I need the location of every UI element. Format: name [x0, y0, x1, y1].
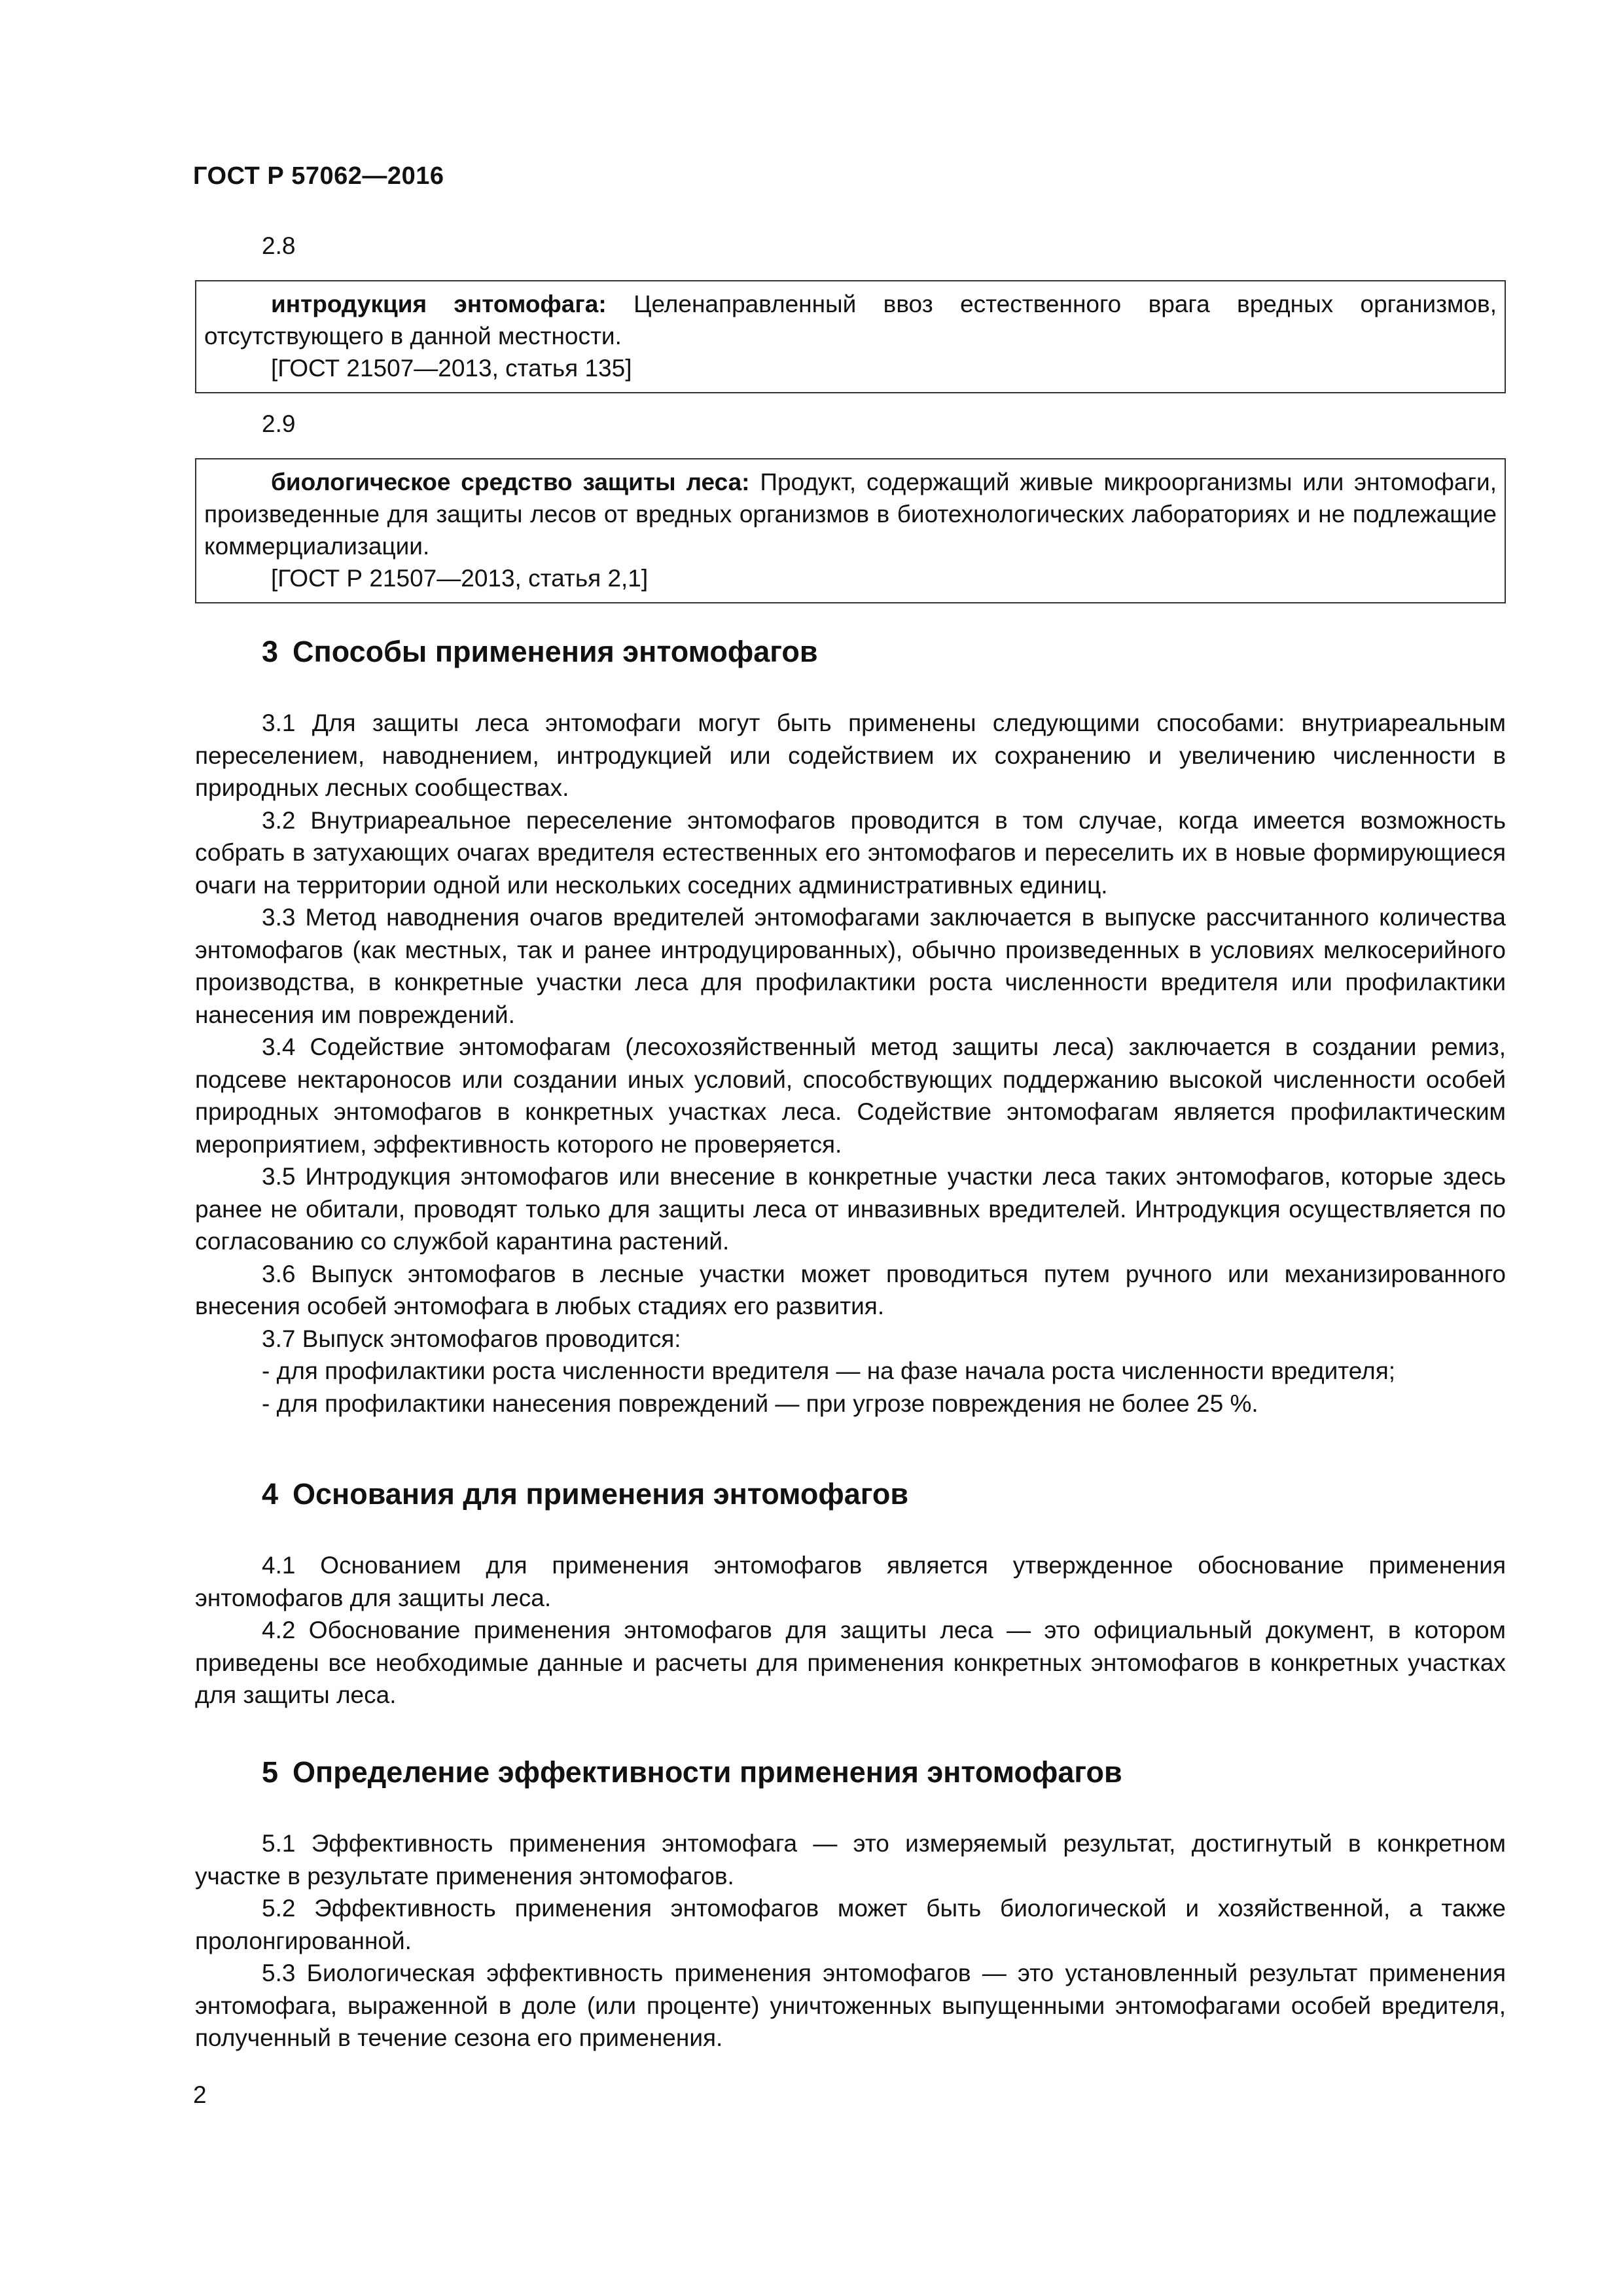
list-item: - для профилактики нанесения повреждений — при угрозе повреждения не более 25 %. — [262, 1390, 1258, 1417]
paragraph: 4.1 Основанием для применения энтомофагов является утвержденное обоснование применения энтомофагов для защиты леса. — [195, 1552, 1506, 1611]
paragraph: 5.1 Эффективность применения энтомофага — это измеряемый результат, достигнутый в конкретном участке в результате применения энтомофагов. — [195, 1830, 1506, 1890]
paragraph: 3.7 Выпуск энтомофагов проводится: — [262, 1325, 681, 1352]
paragraph: 3.4 Содействие энтомофагам (лесохозяйственный метод защиты леса) заключается в создании ремиз, подсеве нектароносов или создании иных условий, способствующих поддержанию высокой численности особей природных энтомофагов в конкретных участках леса. Содействие энтомофагам является профилактическим мероприятием, эффективность которого не проверяется. — [195, 1033, 1506, 1158]
section-title-text: Определение эффективности применения энтомофагов — [293, 1755, 1122, 1789]
term-name: интродукция энтомофага: — [271, 291, 607, 317]
section-body — [195, 1549, 1506, 1712]
paragraph: 4.2 Обоснование применения энтомофагов для защиты леса — это официальный документ, в котором приведены все необходимые данные и расчеты для применения конкретных энтомофагов в конкретных участках для защиты леса. — [195, 1617, 1506, 1708]
paragraph: 5.3 Биологическая эффективность применения энтомофагов — это установленный результат применения энтомофага, выраженной в доле (или проценте) уничтоженных выпущенными энтомофагами особей вредителя, полученный в течение сезона его применения. — [195, 1960, 1506, 2051]
paragraph: 3.3 Метод наводнения очагов вредителей энтомофагами заключается в выпуске рассчитанного количества энтомофагов (как местных, так и ранее интродуцированных), обычно произведенных в условиях мелкосерийного производства, в конкретные участки леса для профилактики роста численности вредителя или профилактики нанесения им повреждений. — [195, 904, 1506, 1028]
section-title — [262, 1477, 908, 1511]
term-number: 2.8 — [262, 232, 296, 259]
document-header: ГОСТ Р 57062—2016 — [193, 162, 444, 190]
section-title-text: Основания для применения энтомофагов — [293, 1477, 909, 1511]
term-text: Целенаправленный ввоз естественного врага вредных организмов, отсутствующего в данной местности. — [204, 291, 1497, 350]
page-number: 2 — [193, 2081, 207, 2108]
term-box — [195, 280, 1506, 393]
paragraph: 3.1 Для защиты леса энтомофаги могут быть применены следующими способами: внутриареальным переселением, наводнением, интродукцией или содействием их сохранению и увеличению численности в природных лесных сообществах. — [195, 709, 1506, 801]
term-definition — [204, 288, 1497, 352]
term-number: 2.9 — [262, 410, 296, 437]
term-text: Продукт, содержащий живые микроорганизмы или энтомофаги, произведенные для защиты лесов от вредных организмов в биотехнологических лабораториях и не подлежащие коммерциализации. — [204, 469, 1497, 560]
section-body — [195, 707, 1506, 1420]
term-source: [ГОСТ 21507—2013, статья 135] — [271, 355, 632, 382]
section-number: 5 — [262, 1755, 279, 1789]
paragraph: 3.5 Интродукция энтомофагов или внесение в конкретные участки леса таких энтомофагов, которые здесь ранее не обитали, проводят только для защиты леса от инвазивных вредителей. Интродукция осуществляется по согласованию со службой карантина растений. — [195, 1163, 1506, 1255]
paragraph: 3.6 Выпуск энтомофагов в лесные участки может проводиться путем ручного или механизированного внесения особей энтомофага в любых стадиях его развития. — [195, 1260, 1506, 1319]
list-item: - для профилактики роста численности вредителя — на фазе начала роста численности вредителя; — [262, 1357, 1396, 1384]
section-title — [262, 1755, 1122, 1789]
term-box — [195, 458, 1506, 603]
paragraph: 5.2 Эффективность применения энтомофагов может быть биологической и хозяйственной, а также пролонгированной. — [195, 1895, 1506, 1954]
section-body — [195, 1827, 1506, 2054]
paragraph: 3.2 Внутриареальное переселение энтомофагов проводится в том случае, когда имеется возможность собрать в затухающих очагах вредителя естественных его энтомофагов и переселить их в новые формирующиеся очаги на территории одной или нескольких соседних административных единиц. — [195, 806, 1506, 899]
term-definition — [204, 466, 1497, 562]
term-source: [ГОСТ Р 21507—2013, статья 2,1] — [271, 565, 649, 592]
section-title — [262, 635, 818, 669]
term-name: биологическое средство защиты леса: — [271, 469, 750, 495]
section-number: 3 — [262, 635, 279, 668]
section-number: 4 — [262, 1477, 279, 1511]
section-title-text: Способы применения энтомофагов — [293, 635, 818, 668]
